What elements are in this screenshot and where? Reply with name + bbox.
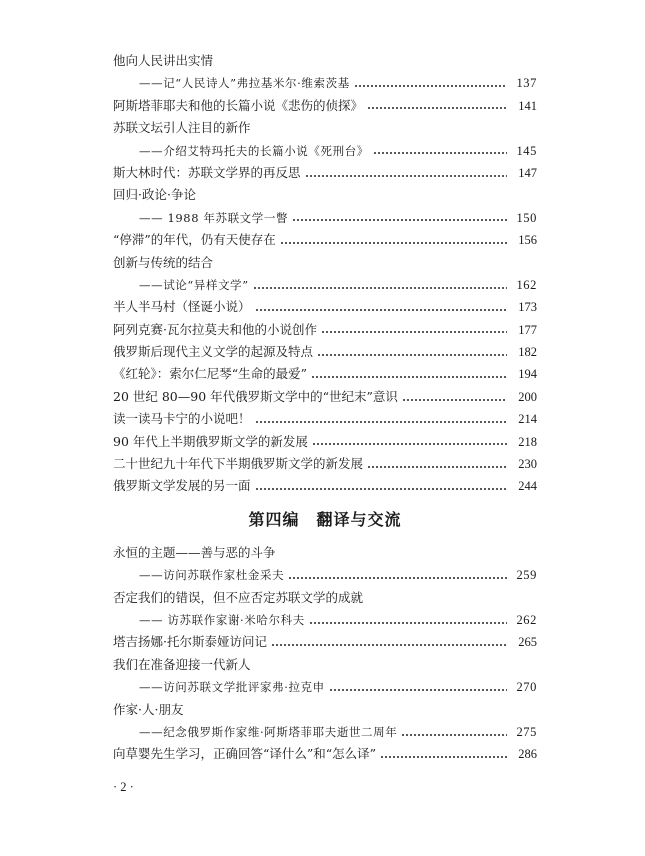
toc-subtitle (113, 676, 537, 698)
dot-leader (329, 689, 507, 691)
toc-subtitle (113, 609, 537, 631)
toc-subtitle (113, 72, 537, 94)
toc-subtitle (113, 564, 537, 586)
dot-leader (255, 488, 507, 490)
toc-page-number: 259 (516, 568, 537, 583)
dot-leader (402, 399, 507, 401)
dot-leader (288, 577, 507, 579)
toc-entry-title: ——介绍艾特玛托夫的长篇小说《死刑台》 (139, 143, 369, 158)
toc-entry-title: 半人半马村（怪诞小说） (113, 299, 251, 315)
dot-leader (311, 376, 507, 378)
dot-leader (367, 466, 507, 468)
toc-entry-title: 《红轮》：索尔仁尼琴“生命的最爱” (113, 366, 308, 382)
toc-page-number: 265 (518, 635, 537, 650)
toc-entry-title: 我们在准备迎接一代新人 (113, 656, 251, 672)
toc-entry-title: ——纪念俄罗斯作家维·阿斯塔菲耶夫逝世二周年 (139, 724, 398, 739)
toc-page-number: 244 (518, 479, 537, 494)
toc-entry (113, 341, 537, 363)
toc-page-number: 150 (516, 210, 537, 225)
dot-leader (354, 85, 507, 87)
toc-entry-title: 阿列克赛·瓦尔拉莫夫和他的小说创作 (113, 321, 317, 337)
toc-page-number: 145 (516, 143, 537, 158)
toc-entry-title: 20 世纪 80—90 年代俄罗斯文学中的“世纪末”意识 (113, 388, 398, 404)
toc-page-number: 177 (518, 322, 537, 337)
toc-page-number: 286 (518, 747, 537, 762)
dot-leader (255, 309, 507, 311)
toc-page-number: 262 (516, 612, 537, 627)
toc-entry (113, 50, 537, 72)
toc-entry-title: “停滞”的年代，仍有天使存在 (113, 232, 276, 248)
dot-leader (367, 107, 507, 109)
toc-entry (113, 184, 537, 206)
toc-entry-title: 否定我们的错误，但不应否定苏联文学的成就 (113, 589, 364, 605)
toc-entry-title: ——访问苏联作家杜金采夫 (139, 568, 285, 583)
toc-list-top (113, 50, 537, 498)
dot-leader (380, 756, 507, 758)
toc-entry-title: 作家·人·朋友 (113, 701, 184, 717)
toc-entry (113, 743, 537, 765)
toc-subtitle (113, 207, 537, 229)
toc-entry-title: ——访问苏联文学批评家弗·拉克申 (139, 680, 325, 695)
dot-leader (305, 175, 507, 177)
toc-page-number: 162 (516, 277, 537, 292)
toc-entry (113, 475, 537, 497)
table-of-contents (113, 50, 537, 766)
toc-entry (113, 296, 537, 318)
toc-page-number: 230 (518, 457, 537, 472)
toc-page-number: 275 (516, 724, 537, 739)
dot-leader (309, 622, 507, 624)
dot-leader (271, 644, 507, 646)
toc-entry-title: 苏联文坛引人注目的新作 (113, 120, 251, 136)
toc-page-number: 218 (518, 434, 537, 449)
toc-entry-title: 二十世纪九十年代下半期俄罗斯文学的新发展 (113, 456, 364, 472)
dot-leader (401, 734, 507, 736)
toc-page-number: 194 (518, 367, 537, 382)
toc-page-number: 214 (518, 412, 537, 427)
toc-entry-title: —— 访苏联作家谢·米哈尔科夫 (139, 612, 305, 627)
toc-entry-title: 永恒的主题——善与恶的斗争 (113, 544, 276, 560)
dot-leader (373, 152, 507, 154)
toc-page-number: 200 (518, 389, 537, 404)
toc-entry (113, 542, 537, 564)
dot-leader (255, 421, 507, 423)
toc-entry (113, 654, 537, 676)
toc-entry (113, 408, 537, 430)
toc-entry (113, 319, 537, 341)
toc-entry-title: 他向人民讲出实情 (113, 53, 214, 68)
toc-entry (113, 252, 537, 274)
toc-page-number: 137 (516, 76, 537, 91)
toc-entry (113, 587, 537, 609)
section-title: 第四编 翻译与交流 (248, 509, 402, 529)
toc-list-bottom (113, 542, 537, 766)
toc-page-number: 156 (518, 233, 537, 248)
toc-entry (113, 386, 537, 408)
dot-leader (321, 331, 507, 333)
toc-entry-title: 向草婴先生学习，正确回答“译什么”和“怎么译” (113, 746, 377, 762)
toc-entry (113, 117, 537, 139)
toc-entry (113, 363, 537, 385)
toc-page-number: 147 (518, 165, 537, 180)
toc-entry (113, 95, 537, 117)
toc-page-number: 173 (518, 300, 537, 315)
toc-entry-title: 读一读马卡宁的小说吧！ (113, 411, 251, 427)
toc-entry-title: 斯大林时代：苏联文学界的再反思 (113, 164, 301, 180)
dot-leader (280, 242, 507, 244)
toc-entry (113, 453, 537, 475)
toc-entry-title: 塔吉扬娜·托尔斯泰娅访问记 (113, 634, 267, 650)
toc-page-number: 270 (516, 680, 537, 695)
dot-leader (312, 443, 507, 445)
toc-entry-title: 俄罗斯文学发展的另一面 (113, 478, 251, 494)
toc-subtitle (113, 140, 537, 162)
dot-leader (253, 287, 507, 289)
toc-entry-title: ——试论“异样文学” (139, 277, 249, 292)
toc-entry (113, 699, 537, 721)
dot-leader (292, 219, 507, 221)
toc-entry-title: 90 年代上半期俄罗斯文学的新发展 (113, 433, 308, 449)
toc-entry (113, 631, 537, 653)
toc-entry (113, 162, 537, 184)
toc-subtitle (113, 274, 537, 296)
page-number: · 2 · (113, 780, 134, 794)
toc-entry-title: —— 1988 年苏联文学一瞥 (139, 210, 289, 225)
dot-leader (317, 354, 507, 356)
toc-entry-title: 创新与传统的结合 (113, 254, 214, 270)
toc-entry (113, 431, 537, 453)
toc-page-number: 141 (518, 98, 537, 113)
toc-entry-title: 阿斯塔菲耶夫和他的长篇小说《悲伤的侦探》 (113, 97, 364, 113)
toc-entry-title: 俄罗斯后现代主义文学的起源及特点 (113, 344, 314, 360)
toc-subtitle (113, 721, 537, 743)
toc-entry-title: 回归·政论·争论 (113, 187, 196, 203)
toc-entry-title: ——记“人民诗人”弗拉基米尔·维索茨基 (139, 76, 350, 91)
toc-page-number: 182 (518, 345, 537, 360)
toc-entry (113, 229, 537, 251)
